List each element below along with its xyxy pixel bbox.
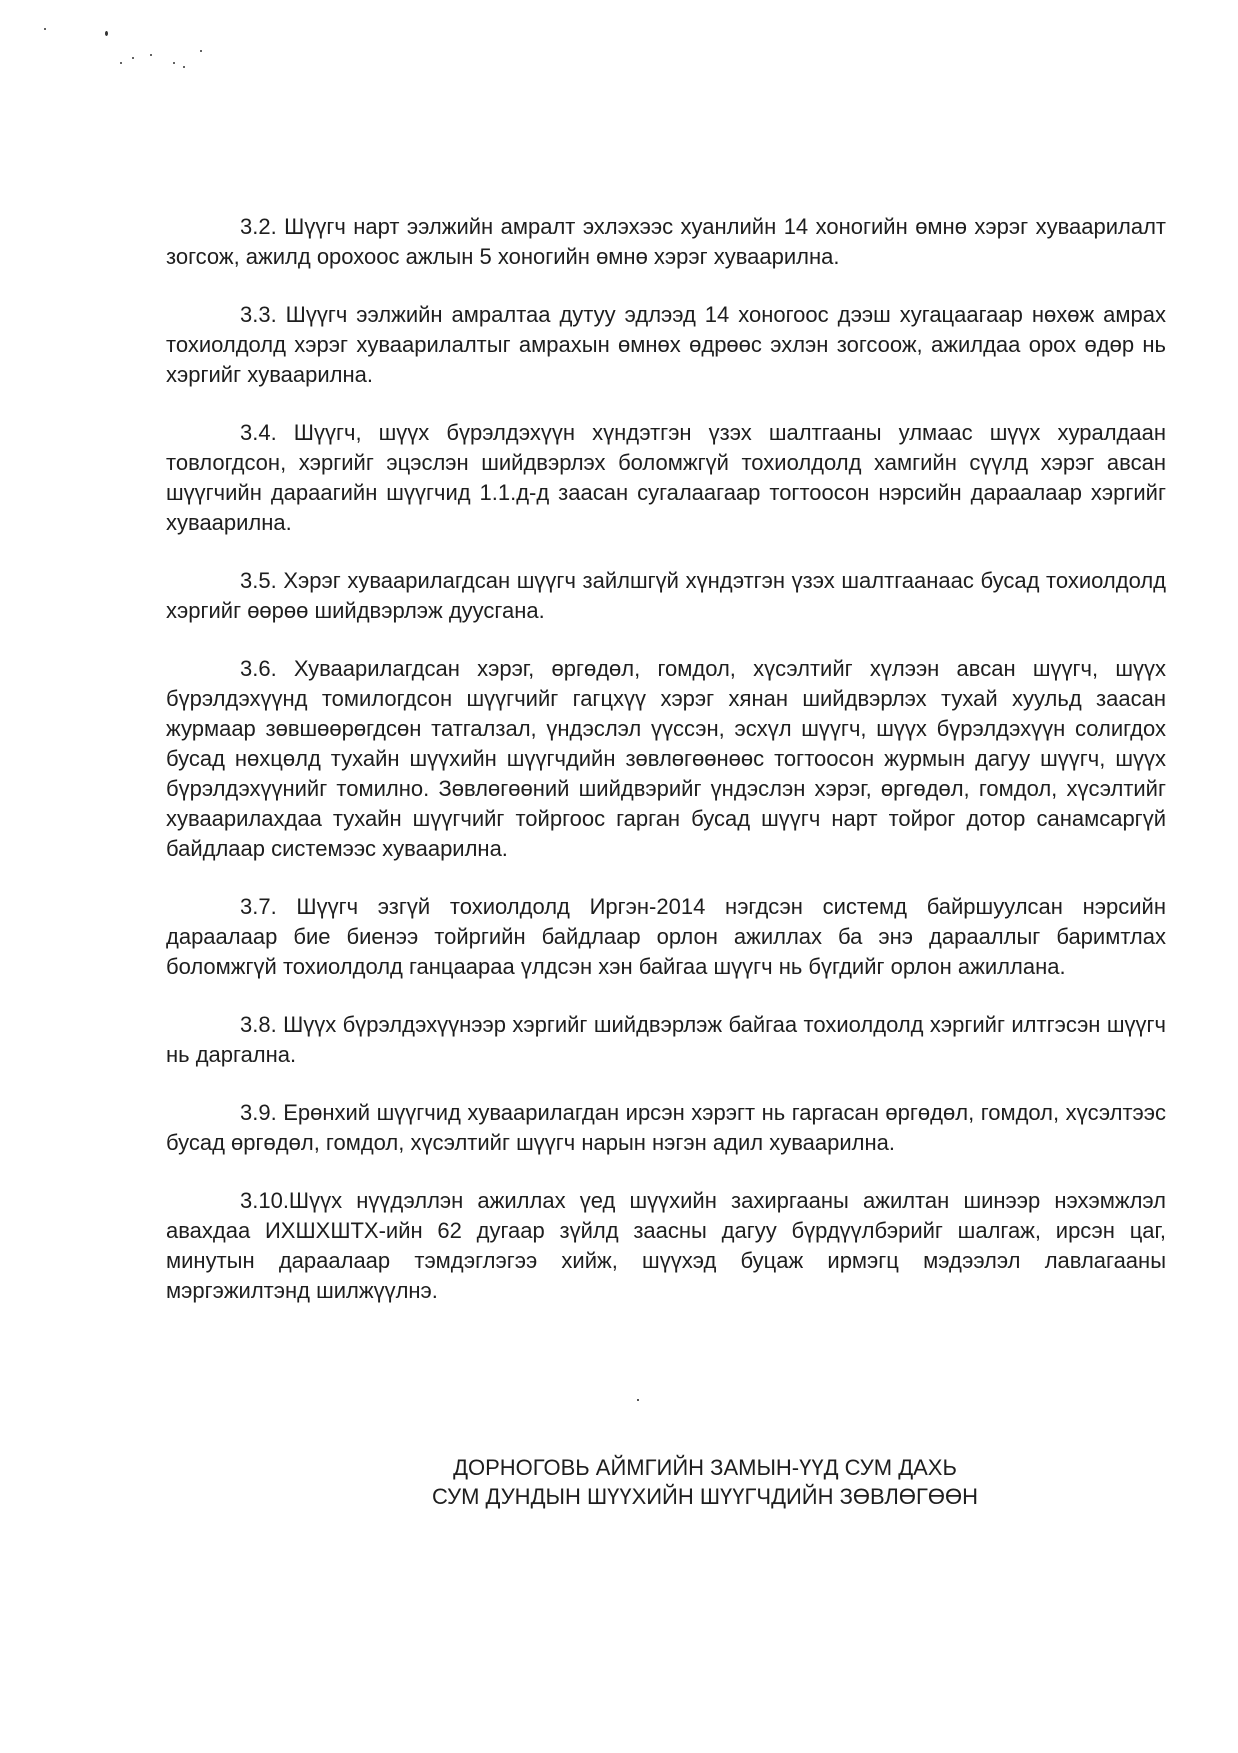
issuer-line-1: ДОРНОГОВЬ АЙМГИЙН ЗАМЫН-ҮҮД СУМ ДАХЬ [453,1455,957,1480]
paragraph-3-5: 3.5. Хэрэг хуваарилагдсан шүүгч зайлшгүй хүндэтгэн үзэх шалтгаанаас бусад тохиолдолд хэргийг өөрөө шийдвэрлэж дуусгана. [166,568,1166,623]
scan-dot [637,1399,639,1401]
paragraph-3-7: 3.7. Шүүгч эзгүй тохиолдолд Иргэн-2014 нэгдсэн системд байршуулсан нэрсийн дараалаар бие биенээ тойргийн байдлаар орлон ажиллах ба энэ дарааллыг баримтлах боломжгүй тохиолдолд ганцаараа үлдсэн хэн байгаа шүүгч нь бүгдийг орлон ажиллана. [166,894,1166,979]
paragraph-3-3: 3.3. Шүүгч ээлжийн амралтаа дутуу эдлээд 14 хоногоос дээш хугацаагаар нөхөж амрах тохиолдолд хэрэг хуваарилалтыг амрахын өмнөх өдрөөс эхлэн зогсоож, ажилдаа орох өдөр нь хэргийг хуваарилна. [166,302,1166,387]
document-body [166,212,1166,1334]
paragraph-3-2: 3.2. Шүүгч нарт ээлжийн амралт эхлэхээс хуанлийн 14 хоногийн өмнө хэрэг хуваарилалт зогсож, ажилд орохоос ажлын 5 хоногийн өмнө хэрэг хуваарилна. [166,214,1166,269]
paragraph-3-6: 3.6. Хуваарилагдсан хэрэг, өргөдөл, гомдол, хүсэлтийг хүлээн авсан шүүгч, шүүх бүрэлдэхүүнд томилогдсон шүүгчийг гагцхүү хэрэг хянан шийдвэрлэх тухай хуульд заасан журмаар зөвшөөрөгдсөн татгалзал, үндэслэл үүссэн, эсхүл шүүгч, шүүх бүрэлдэхүүн солигдох бусад нөхцөлд тухайн шүүхийн шүүгчдийн зөвлөгөөнөөс тогтоосон журмын дагуу шүүгч, шүүх бүрэлдэхүүнийг томилно. Зөвлөгөөний шийдвэрийг үндэслэн хэрэг, өргөдөл, гомдол, хүсэлтийг хуваарилахдаа тухайн шүүгчийг тойргоос гарган бусад шүүгч нарт тойрог дотор санамсаргүй байдлаар системээс хуваарилна. [166,656,1166,861]
paragraph-3-10: 3.10.Шүүх нүүдэллэн ажиллах үед шүүхийн захиргааны ажилтан шинээр нэхэмжлэл авахдаа ИХШХШТХ-ийн 62 дугаар зүйлд заасны дагуу бүрдүүлбэрийг шалгаж, ирсэн цаг, минутын дараалаар тэмдэглэгээ хийж, шүүхэд буцаж ирмэгц мэдээлэл лавлагааны мэргэжилтэнд шилжүүлнэ. [166,1188,1166,1303]
paragraph-3-9: 3.9. Ерөнхий шүүгчид хуваарилагдан ирсэн хэрэгт нь гаргасан өргөдөл, гомдол, хүсэлтээс бусад өргөдөл, гомдол, хүсэлтийг шүүгч нарын нэгэн адил хуваарилна. [166,1100,1166,1155]
issuer-line-2: СУМ ДУНДЫН ШҮҮХИЙН ШҮҮГЧДИЙН ЗӨВЛӨГӨӨН [431,1484,979,1509]
paragraph-3-4: 3.4. Шүүгч, шүүх бүрэлдэхүүн хүндэтгэн үзэх шалтгааны улмаас шүүх хуралдаан товлогдсон, хэргийг эцэслэн шийдвэрлэх боломжгүй тохиолдолд хамгийн сүүлд хэрэг авсан шүүгчийн дараагийн шүүгчид 1.1.д-д заасан сугалаагаар тогтоосон нэрсийн дараалаар хэргийг хуваарилна. [166,420,1166,535]
issuer-signature-block [380,1453,1030,1511]
scan-specks [40,22,240,82]
paragraph-3-8: 3.8. Шүүх бүрэлдэхүүнээр хэргийг шийдвэрлэж байгаа тохиолдолд хэргийг илтгэсэн шүүгч нь даргална. [166,1012,1166,1067]
